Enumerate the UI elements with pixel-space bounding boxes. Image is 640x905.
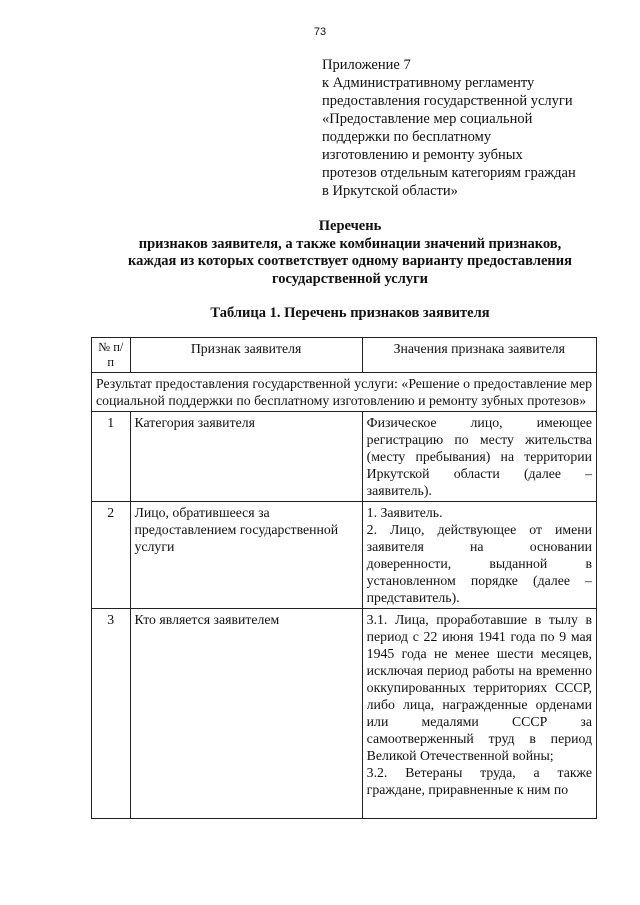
table-row: [92, 502, 597, 609]
table-row: [92, 412, 597, 502]
appendix-line: к Административному регламенту: [322, 75, 535, 91]
value-item: 3.1. Лица, проработавшие в тылу в период с 22 июня 1941 года по 9 мая 1945 года не менее шести месяцев, исключая период работы на временно оккупированных территориях СССР, либо лица, награжденные орденами или медалями СССР за самоотверженный труд в период Великой Отечественной войны;: [366, 612, 592, 763]
page-number: 73: [313, 26, 327, 38]
row-number: 3: [92, 609, 131, 819]
row-sign: Кто является заявителем: [130, 609, 362, 819]
heading-line: признаков заявителя, а также комбинации значений признаков,: [138, 235, 562, 252]
heading-title: Перечень: [318, 218, 382, 234]
value-item: 2. Лицо, действующее от имени заявителя на основании доверенности, выданной в установленном порядке (далее – представитель).: [366, 522, 592, 605]
appendix-line: поддержки по бесплатному: [322, 129, 492, 145]
header-sign: Признак заявителя: [130, 338, 362, 373]
row-value: Физическое лицо, имеющее регистрацию по месту жительства (месту пребывания) на территории Иркутской области (далее – заявитель).: [362, 412, 596, 502]
heading-line: каждая из которых соответствует одному варианту предоставления: [128, 253, 572, 269]
appendix-line: изготовлению и ремонту зубных: [322, 147, 523, 163]
row-number: 1: [92, 412, 131, 502]
applicant-signs-table: [91, 337, 597, 819]
appendix-line: в Иркутской области»: [322, 183, 458, 199]
appendix-line: «Предоставление мер социальной: [322, 111, 533, 127]
appendix-header: [322, 56, 622, 200]
header-value: Значения признака заявителя: [362, 338, 596, 373]
appendix-line: протезов отдельным категориям граждан: [322, 165, 576, 181]
row-number: 2: [92, 502, 131, 609]
document-heading: [60, 218, 640, 288]
appendix-line: предоставления государственной услуги: [322, 93, 573, 109]
row-sign: Лицо, обратившееся за предоставлением государственной услуги: [130, 502, 362, 609]
table-row: [92, 609, 597, 819]
value-clip: [367, 611, 592, 816]
row-value: [362, 609, 596, 819]
table-result-row: [92, 373, 597, 412]
result-cell: Результат предоставления государственной услуги: «Решение о предоставление мер социальной поддержки по бесплатному изготовлению и ремонту зубных протезов»: [92, 373, 597, 412]
heading-line: государственной услуги: [271, 270, 429, 287]
row-value: [362, 502, 596, 609]
table-header-row: [92, 338, 597, 373]
header-number: № п/п: [92, 338, 131, 373]
value-item: 1. Заявитель.: [366, 505, 443, 520]
table-title: Таблица 1. Перечень признаков заявителя: [210, 305, 490, 321]
value-item: 3.2. Ветераны труда, а также граждане, приравненные к ним по: [366, 765, 592, 797]
row-sign: Категория заявителя: [130, 412, 362, 502]
appendix-line: Приложение 7: [322, 57, 411, 73]
